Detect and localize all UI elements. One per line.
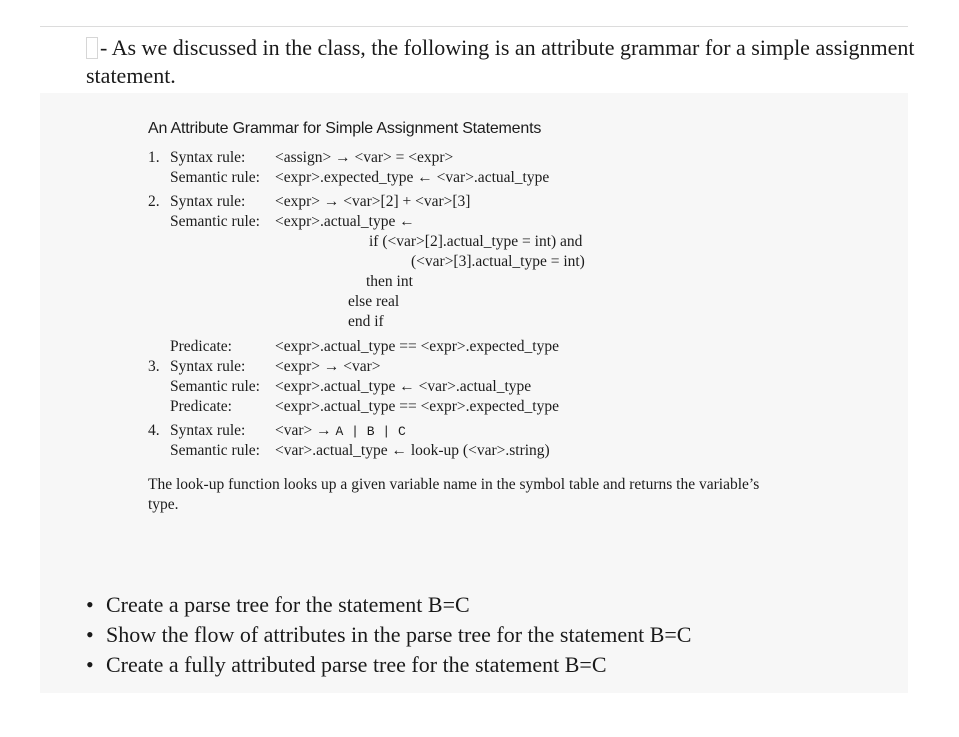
syntax-rule-label: Syntax rule:: [170, 422, 246, 439]
bullet-icon: •: [86, 592, 94, 617]
lookup-note: The look-up function looks up a given variable name in the symbol table and returns the variable’s type.: [148, 476, 760, 513]
intro-text: - As we discussed in the class, the following is an attribute grammar for a simple assignment statement.: [86, 35, 915, 88]
bullet-icon: •: [86, 622, 94, 647]
grammar-title: An Attribute Grammar for Simple Assignment Statements: [148, 120, 542, 137]
syntax-rule-label: Syntax rule:: [170, 193, 246, 210]
rule-1: [148, 148, 768, 188]
top-divider: [40, 26, 908, 27]
predicate: <expr>.actual_type == <expr>.expected_type: [275, 398, 559, 415]
task-text: Create a parse tree for the statement B=C: [106, 592, 470, 617]
if-condition: if (<var>[2].actual_type = int) and: [369, 233, 583, 250]
predicate-label: Predicate:: [170, 338, 232, 355]
syntax-rule: <var> →: [275, 422, 332, 439]
predicate-label: Predicate:: [170, 398, 232, 415]
end-if: end if: [348, 313, 384, 330]
syntax-rule-label: Syntax rule:: [170, 149, 246, 166]
rule-number: 2.: [148, 193, 160, 210]
syntax-rule-label: Syntax rule:: [170, 358, 246, 375]
semantic-rule: <var>.actual_type ← look-up (<var>.string): [275, 442, 550, 459]
then-clause: then int: [366, 273, 413, 290]
task-text: Show the flow of attributes in the parse tree for the statement B=C: [106, 622, 692, 647]
bullet-icon: •: [86, 652, 94, 677]
semantic-rule-label: Semantic rule:: [170, 442, 260, 459]
syntax-rule: <expr> → <var>: [275, 358, 381, 375]
checkbox[interactable]: [86, 37, 98, 59]
attribute-grammar-figure: [148, 118, 768, 515]
semantic-rule: <expr>.expected_type ← <var>.actual_type: [275, 169, 550, 186]
semantic-rule-label: Semantic rule:: [170, 213, 260, 230]
intro-paragraph: [86, 34, 916, 90]
rule-number: 4.: [148, 422, 160, 439]
list-item: [82, 620, 691, 650]
syntax-rule-terminals: A | B | C: [335, 424, 406, 439]
rule-number: 3.: [148, 358, 160, 375]
syntax-rule: <assign> → <var> = <expr>: [275, 149, 454, 166]
list-item: [82, 650, 691, 680]
task-text: Create a fully attributed parse tree for the statement B=C: [106, 652, 607, 677]
semantic-rule-label: Semantic rule:: [170, 169, 260, 186]
syntax-rule: <expr> → <var>[2] + <var>[3]: [275, 193, 471, 210]
rule-2: [148, 192, 768, 357]
rule-3: [148, 357, 768, 417]
list-item: [82, 590, 691, 620]
semantic-rule-label: Semantic rule:: [170, 378, 260, 395]
else-clause: else real: [348, 293, 400, 310]
and-condition: (<var>[3].actual_type = int): [411, 253, 585, 270]
rule-number: 1.: [148, 149, 160, 166]
task-list: [82, 590, 691, 680]
predicate: <expr>.actual_type == <expr>.expected_type: [275, 338, 559, 355]
semantic-rule: <expr>.actual_type ←: [275, 213, 415, 230]
rule-4: [148, 421, 768, 461]
semantic-rule: <expr>.actual_type ← <var>.actual_type: [275, 378, 532, 395]
